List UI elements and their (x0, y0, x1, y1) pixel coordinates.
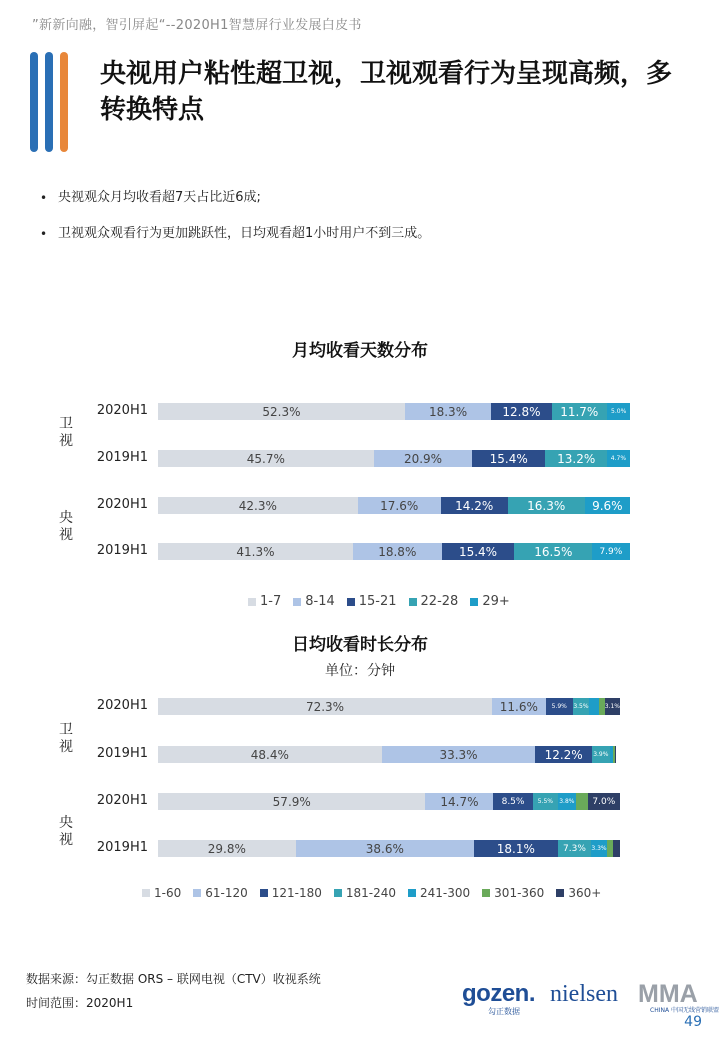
legend-swatch (142, 889, 150, 897)
bar-segment (158, 793, 425, 810)
data-label: 18.3% (428, 404, 468, 419)
group-label: 卫视 (59, 722, 73, 755)
data-label: 52.3% (262, 404, 301, 419)
legend-swatch (334, 889, 342, 897)
legend-label: 1-60 (154, 886, 182, 900)
page-title: 央视用户粘性超卫视，卫视观看行为呈现高频，多转换特点 (100, 59, 673, 125)
bar-segment (493, 793, 532, 810)
legend-item (556, 886, 601, 900)
bar-segment (158, 698, 492, 715)
data-label: 29.8% (207, 841, 246, 856)
footer-period: 时间范围：2020H1 (26, 996, 134, 1010)
data-label: 12.2% (544, 747, 583, 762)
bar-segment (558, 840, 592, 857)
legend-item (142, 886, 181, 900)
bar-segment (382, 746, 536, 763)
row-label: 2020H1 (96, 497, 148, 512)
data-label: 18.8% (378, 544, 417, 559)
data-label: 14.2% (455, 498, 494, 513)
data-label: 20.9% (403, 451, 443, 466)
bar-segment (158, 746, 382, 763)
bar-segment (546, 698, 573, 715)
data-label: 3.8% (559, 798, 575, 805)
row-label: 2019H1 (96, 450, 148, 465)
mma-logo-sub: CHINA 中国无线营销联盟 (650, 1007, 719, 1014)
legend-label: 15-21 (358, 594, 397, 609)
data-label: 16.3% (527, 498, 566, 513)
bar-segment (576, 793, 588, 810)
data-label: 57.9% (272, 794, 311, 809)
legend-label: 301-360 (494, 886, 545, 900)
data-label: 45.7% (246, 451, 285, 466)
legend-label: 29+ (482, 594, 510, 609)
footer-source: 数据来源：勾正数据 ORS – 联网电视（CTV）收视系统 (26, 972, 321, 986)
data-label: 15.4% (489, 451, 528, 466)
bar-segment (588, 793, 620, 810)
data-label: 3.3% (591, 845, 607, 852)
bar-segment (296, 840, 474, 857)
bar-segment (589, 698, 599, 715)
row-label: 2020H1 (96, 698, 148, 713)
legend-swatch (193, 889, 201, 897)
chart-2-title: 日均收看时长分布 (292, 635, 428, 655)
data-label: 42.3% (238, 498, 277, 513)
data-label: 15.4% (458, 544, 498, 559)
gozen-logo-sub: 勾正数据 (488, 1007, 520, 1016)
legend-label: 181-240 (345, 886, 397, 900)
data-label: 7.0% (592, 796, 616, 807)
bar-segment (592, 746, 610, 763)
data-label: 17.6% (380, 498, 419, 513)
data-label: 33.3% (439, 747, 478, 762)
bullet-item: • 央视观众月均收看超7天占比近6成; (40, 190, 430, 206)
data-label: 11.6% (499, 699, 538, 714)
legend-swatch (408, 889, 416, 897)
bar-segment (474, 840, 558, 857)
data-label: 3.5% (573, 703, 589, 710)
legend-label: 1-7 (260, 594, 282, 609)
page-number: 49 (684, 1014, 702, 1030)
row-label: 2019H1 (96, 840, 148, 855)
bar-segment (613, 840, 620, 857)
data-label: 3.9% (593, 751, 609, 758)
legend-label: 121-180 (271, 886, 322, 900)
legend-label: 22-28 (420, 594, 459, 609)
header-note: ”新新向融，智引屏起“--2020H1智慧屏行业发展白皮书 (32, 18, 362, 33)
legend-swatch (556, 889, 564, 897)
data-label: 7.3% (563, 843, 586, 854)
chart-2-subtitle: 单位：分钟 (325, 663, 395, 679)
gozen-logo: gozen. (462, 980, 535, 1007)
chart-1-title: 月均收看天数分布 (292, 341, 428, 361)
data-label: 3.1% (605, 703, 620, 710)
legend-swatch (260, 889, 268, 897)
data-label: 8.5% (501, 796, 525, 807)
data-label: 13.2% (557, 451, 596, 466)
data-label: 11.7% (560, 404, 599, 419)
legend-label: 241-300 (420, 886, 471, 900)
group-label: 卫视 (59, 416, 73, 449)
data-label: 41.3% (236, 544, 275, 559)
legend-label: 61-120 (205, 886, 248, 900)
data-label: 5.0% (611, 408, 627, 415)
data-label: 18.1% (496, 841, 535, 856)
data-label: 7.9% (599, 546, 623, 557)
bar-segment (605, 698, 619, 715)
nielsen-logo: nielsen (550, 981, 618, 1007)
chart-2-legend (142, 886, 601, 900)
row-label: 2019H1 (96, 746, 148, 761)
data-label: 38.6% (365, 841, 404, 856)
data-label: 14.7% (440, 794, 479, 809)
row-label: 2020H1 (96, 793, 148, 808)
data-label: 5.9% (551, 703, 567, 710)
legend-item (334, 886, 396, 900)
legend-item (482, 886, 544, 900)
data-label: 72.3% (305, 699, 345, 714)
legend-swatch (482, 889, 490, 897)
legend-label: 8-14 (305, 594, 335, 609)
bar-segment (492, 698, 546, 715)
data-label: 16.5% (534, 544, 573, 559)
bar-segment (558, 793, 576, 810)
data-label: 5.5% (537, 798, 553, 805)
legend-item (260, 886, 322, 900)
data-label: 48.4% (250, 747, 289, 762)
legend-item (193, 886, 248, 900)
bar-segment (533, 793, 558, 810)
bar-segment (425, 793, 493, 810)
bar-segment (591, 840, 606, 857)
row-label: 2019H1 (96, 543, 148, 558)
data-label: 12.8% (502, 404, 541, 419)
data-label: 9.6% (592, 498, 623, 513)
data-label: 4.7% (610, 455, 627, 462)
mma-logo: MMA (638, 980, 698, 1008)
bar-segment (615, 746, 616, 763)
bar-segment (158, 840, 296, 857)
group-label: 央视 (59, 815, 73, 848)
legend-label: 360+ (568, 886, 602, 900)
bar-segment (535, 746, 591, 763)
row-label: 2020H1 (96, 403, 148, 418)
group-label: 央视 (59, 510, 73, 543)
legend-item (408, 886, 470, 900)
bar-segment (573, 698, 589, 715)
bullet-item: • 卫视观众观看行为更加跳跃性，日均观看超1小时用户不到三成。 (40, 226, 430, 242)
